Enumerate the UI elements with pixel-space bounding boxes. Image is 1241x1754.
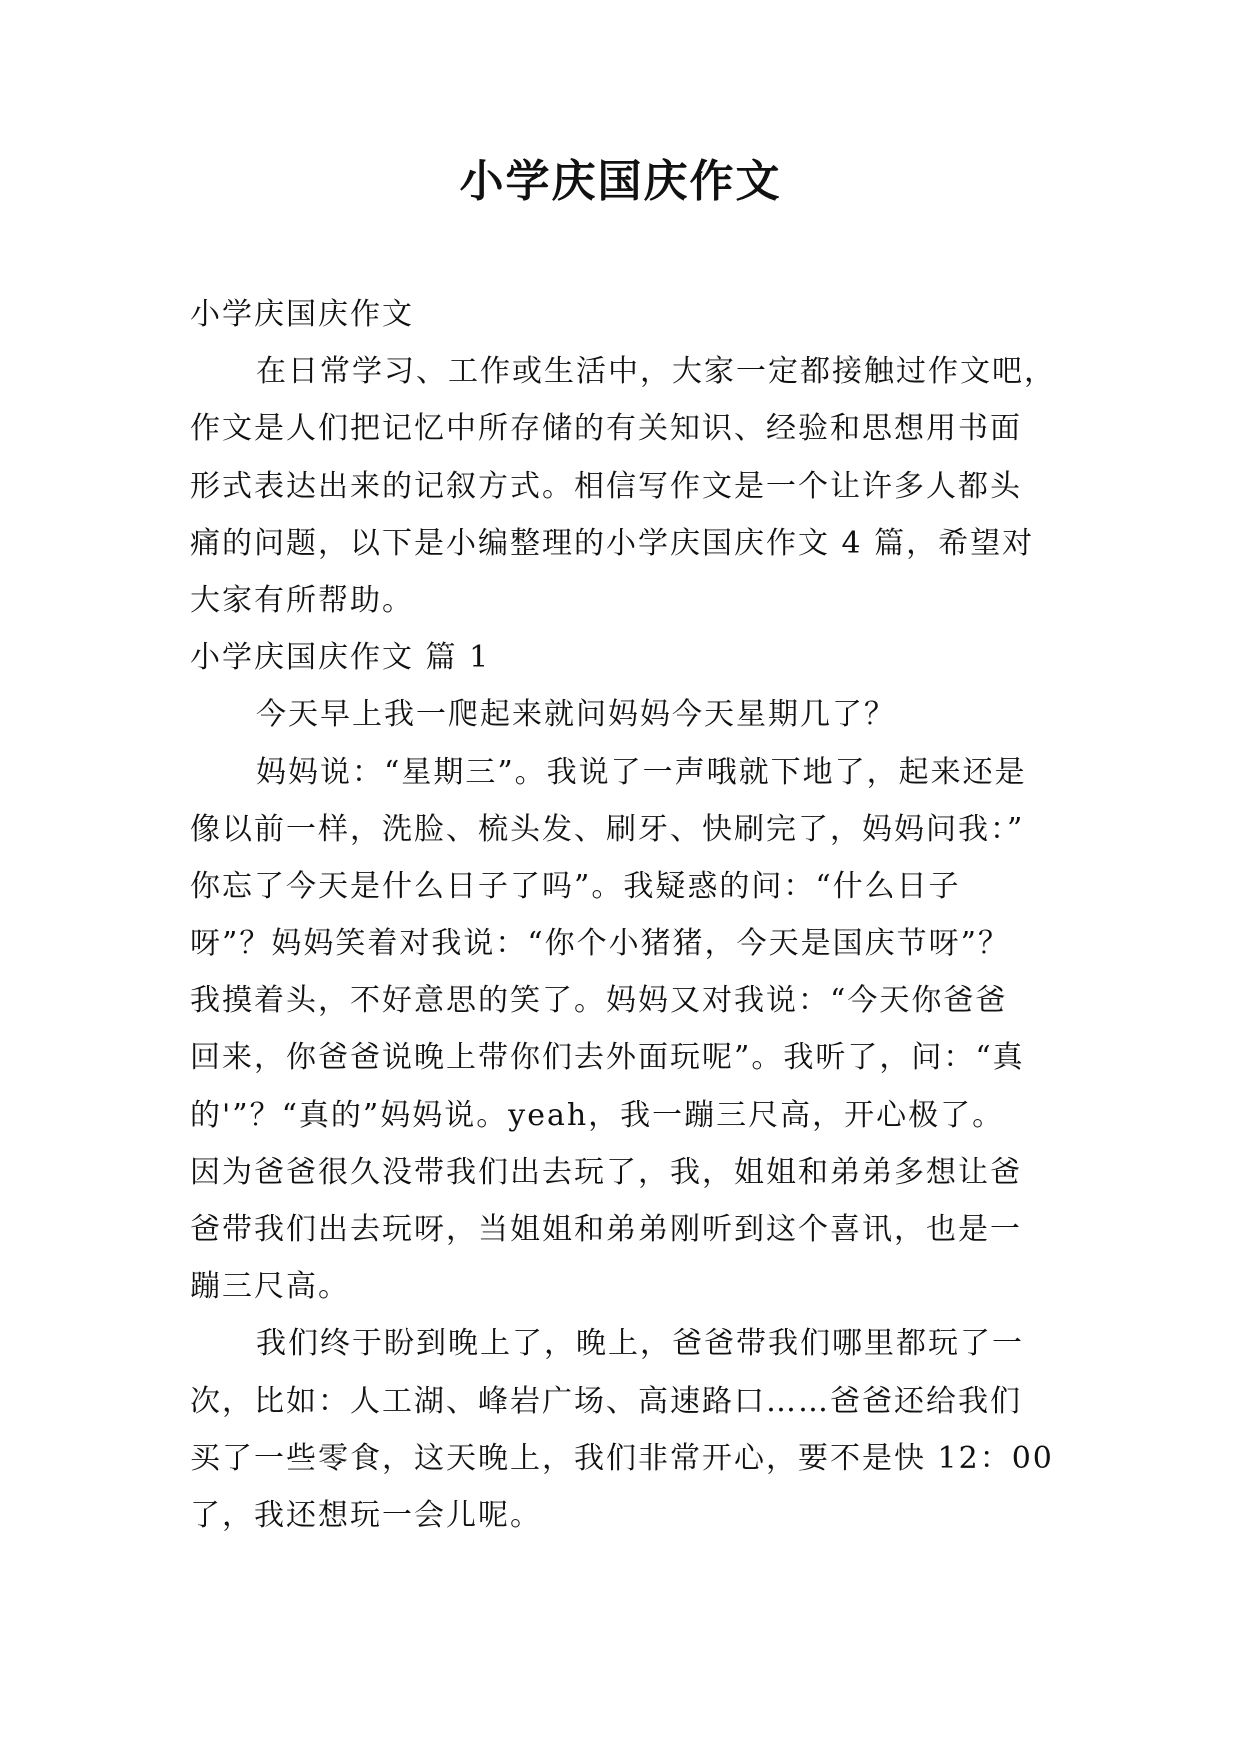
text-line: 小学庆国庆作文 篇 1 — [190, 640, 491, 676]
text-line: 我摸着头，不好意思的笑了。妈妈又对我说：“今天你爸爸 — [190, 983, 1008, 1019]
text-line: 像以前一样，洗脸、梳头发、刷牙、快刷完了，妈妈问我：” — [190, 811, 1025, 847]
text-line: 妈妈说：“星期三”。我说了一声哦就下地了，起来还是 — [256, 754, 1027, 790]
text-line: 作文是人们把记忆中所存储的有关知识、经验和思想用书面 — [190, 411, 1022, 447]
text-line: 在日常学习、工作或生活中，大家一定都接触过作文吧， — [256, 354, 1056, 390]
text-line: 大家有所帮助。 — [190, 582, 414, 618]
text-line: 的'”？“真的”妈妈说。yeah，我一蹦三尺高，开心极了。 — [190, 1097, 1005, 1133]
text-line: 形式表达出来的记叙方式。相信写作文是一个让许多人都头 — [190, 468, 1022, 504]
text-line: 爸带我们出去玩呀，当姐姐和弟弟刚听到这个喜讯，也是一 — [190, 1212, 1022, 1247]
text-line: 次，比如：人工湖、峰岩广场、高速路口……爸爸还给我们 — [190, 1383, 1022, 1419]
text-line: 买了一些零食，这天晚上，我们非常开心，要不是快 12：00 — [190, 1440, 1054, 1476]
text-line: 回来，你爸爸说晚上带你们去外面玩呢”。我听了，问：“真 — [190, 1040, 1025, 1076]
text-line: 呀”？妈妈笑着对我说：“你个小猪猪，今天是国庆节呀”？ — [190, 926, 1011, 962]
document-title: 小学庆国庆作文 — [459, 156, 782, 207]
text-line: 我们终于盼到晚上了，晚上，爸爸带我们哪里都玩了一 — [256, 1326, 1024, 1362]
text-line: 了，我还想玩一会儿呢。 — [190, 1497, 542, 1533]
text-line: 你忘了今天是什么日子了吗”。我疑惑的问：“什么日子 — [190, 868, 961, 904]
text-line: 今天早上我一爬起来就问妈妈今天星期几了？ — [256, 697, 896, 733]
text-line: 因为爸爸很久没带我们出去玩了，我，姐姐和弟弟多想让爸 — [190, 1154, 1022, 1190]
text-line: 痛的问题，以下是小编整理的小学庆国庆作文 4 篇，希望对 — [190, 525, 1035, 561]
text-line: 小学庆国庆作文 — [190, 297, 414, 332]
document-body — [190, 286, 1056, 1544]
text-line: 蹦三尺高。 — [190, 1269, 350, 1305]
